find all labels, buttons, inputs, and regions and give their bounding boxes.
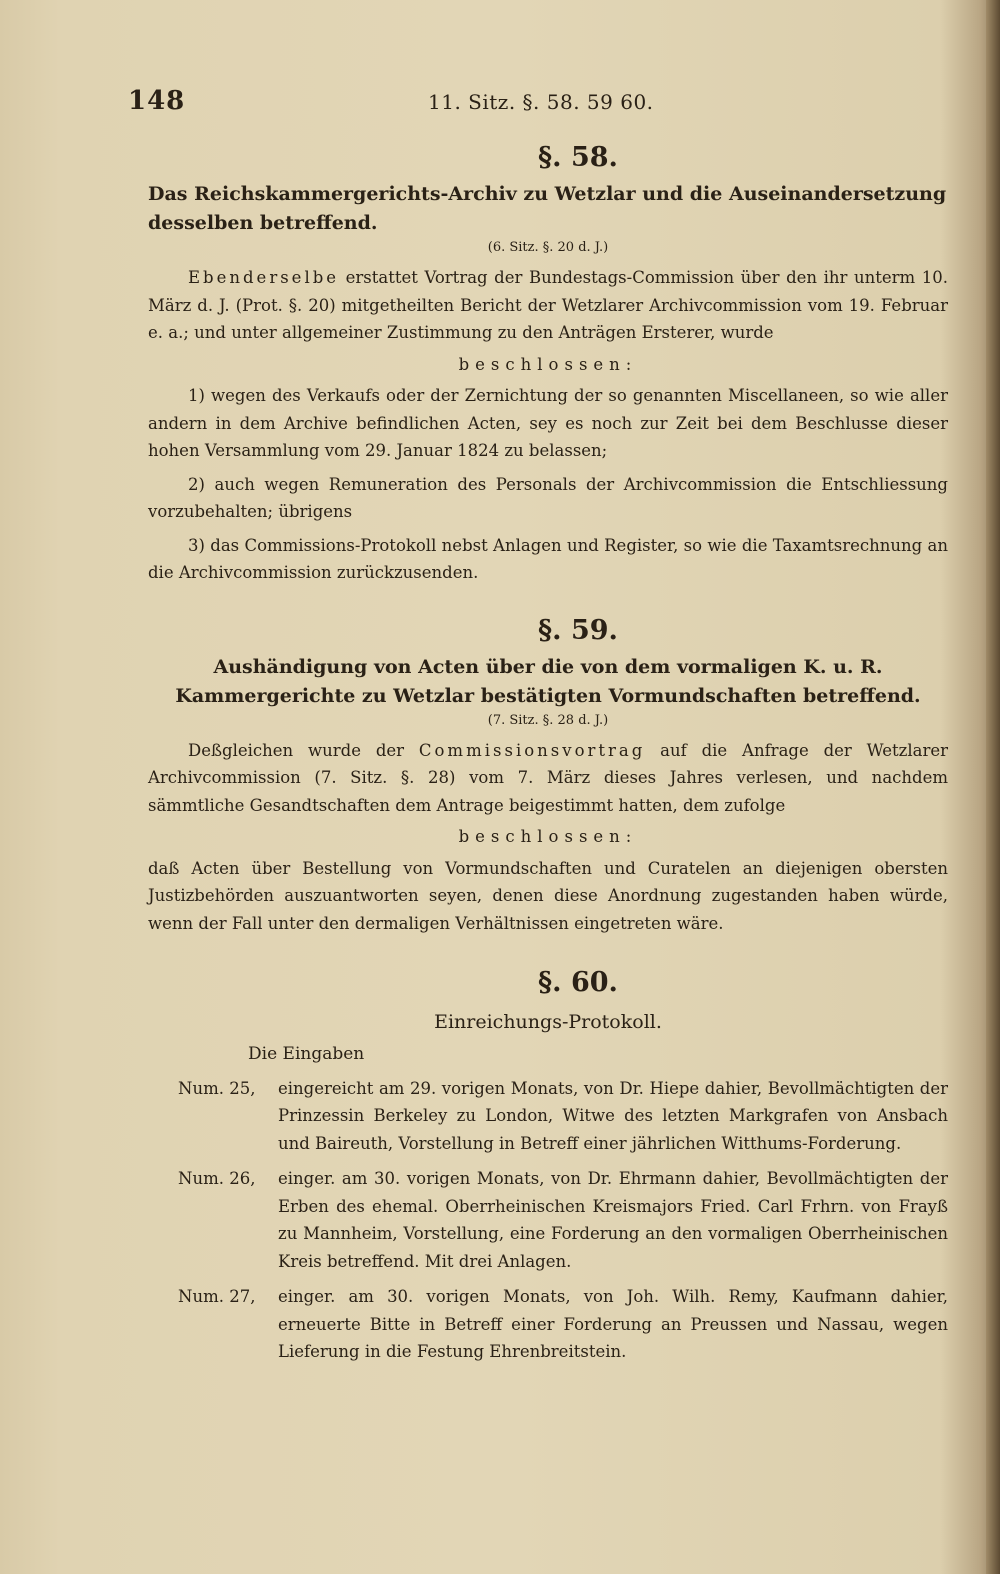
entry-number: Num. 25, xyxy=(178,1078,256,1098)
section-59-number: §. 59. xyxy=(538,614,618,646)
section-59-intro-a: Deßgleichen wurde der xyxy=(188,740,419,760)
section-60-title: Einreichungs-Protokoll. xyxy=(434,1011,662,1033)
entry-text: einger. am 30. vorigen Monats, von Joh. Wilh. Remy, Kaufmann dahier, erneuerte Bitte in Betreff einer Forderung an Preussen und Nassau, wegen Lieferung in die Festung Ehrenbreitstein. xyxy=(278,1287,948,1361)
section-58-title: Das Reichskammergerichts-Archiv zu Wetzlar und die Auseinandersetzung desselben betreffend. xyxy=(148,183,947,234)
list-item xyxy=(148,1283,948,1366)
section-58-item-3: 3) das Commissions-Protokoll nebst Anlagen und Register, so wie die Taxamtsrechnung an die Archivcommission zurückzusenden. xyxy=(148,535,948,582)
running-title: 11. Sitz. §. 58. 59 60. xyxy=(428,90,654,114)
section-58-intro xyxy=(148,264,948,347)
section-59 xyxy=(148,613,948,938)
section-59-resolved: beschlossen: xyxy=(458,827,638,846)
section-59-reference: (7. Sitz. §. 28 d. J.) xyxy=(487,712,609,728)
section-58-speaker: Ebenderselbe xyxy=(188,268,340,287)
section-60-number: §. 60. xyxy=(538,967,618,998)
section-58-number: §. 58. xyxy=(538,142,618,173)
section-58-item-2: 2) auch wegen Remuneration des Personals der Archivcommission die Entschliessung vorzubehalten; übrigens xyxy=(148,474,948,521)
section-59-intro-b: auf die Anfrage der Wetzlarer Archivcommission (7. Sitz. §. 28) vom 7. März dieses Jahres verlesen, und nachdem sämmtliche Gesandtschaften dem Antrage beigestimmt hatten, dem zufolge xyxy=(148,740,948,815)
section-58-item-1: 1) wegen des Verkaufs oder der Zernichtung der so genannten Miscellaneen, so wie aller andern in dem Archive befindlichen Acten, sey es noch zur Zeit bei dem Beschlusse dieser hohen Versammlung vom 29. Januar 1824 zu belassen; xyxy=(148,386,948,460)
section-60 xyxy=(148,965,948,1366)
entry-number: Num. 27, xyxy=(178,1287,256,1306)
section-60-label: Die Eingaben xyxy=(248,1044,365,1064)
section-59-title: Aushändigung von Acten über die von dem vormaligen K. u. R. Kammergerichte zu Wetzlar bestätigten Vormundschaften betreffend. xyxy=(175,655,921,707)
running-head xyxy=(128,86,928,122)
list-item xyxy=(148,1075,948,1158)
entry-text: eingereicht am 29. vorigen Monats, von Dr. Hiepe dahier, Bevollmächtigten der Prinzessin Berkeley zu London, Witwe des letzten Markgrafen von Ansbach und Baireuth, Vorstellung in Betreff einer jährlichen Witthums-Forderung. xyxy=(278,1078,948,1153)
entry-number: Num. 26, xyxy=(178,1169,256,1188)
page-content xyxy=(148,140,948,1374)
section-58-resolved: beschlossen: xyxy=(458,354,638,374)
section-58-reference: (6. Sitz. §. 20 d. J.) xyxy=(487,240,609,255)
section-59-intro xyxy=(148,737,948,820)
section-59-intro-spaced: Commissionsvortrag xyxy=(418,740,646,760)
section-58 xyxy=(148,140,948,587)
page-edge-shadow xyxy=(986,0,1000,1574)
section-59-decision: daß Acten über Bestellung von Vormundschaften und Curatelen an diejenigen obersten Justizbehörden auszuantworten seyen, denen diese Anordnung zugestanden haben würde, wenn der Fall unter den dermaligen Verhältnissen eingetreten wäre. xyxy=(148,858,948,933)
entry-text: einger. am 30. vorigen Monats, von Dr. Ehrmann dahier, Bevollmächtigten der Erben des ehemal. Oberrheinischen Kreismajors Fried. Carl Frhrn. von Frayß zu Mannheim, Vorstellung, eine Forderung an den vormaligen Oberrheinischen Kreis betreffend. Mit drei Anlagen. xyxy=(278,1169,948,1271)
page-number: 148 xyxy=(128,86,186,116)
section-58-intro-text: erstattet Vortrag der Bundestags-Commission über den ihr unterm 10. März d. J. (Prot. §. 20) mitgetheilten Bericht der Wetzlarer Archivcommission vom 19. Februar e. a.; und unter allgemeiner Zustimmung zu den Anträgen Ersterer, wurde xyxy=(148,268,948,342)
list-item xyxy=(148,1165,948,1275)
